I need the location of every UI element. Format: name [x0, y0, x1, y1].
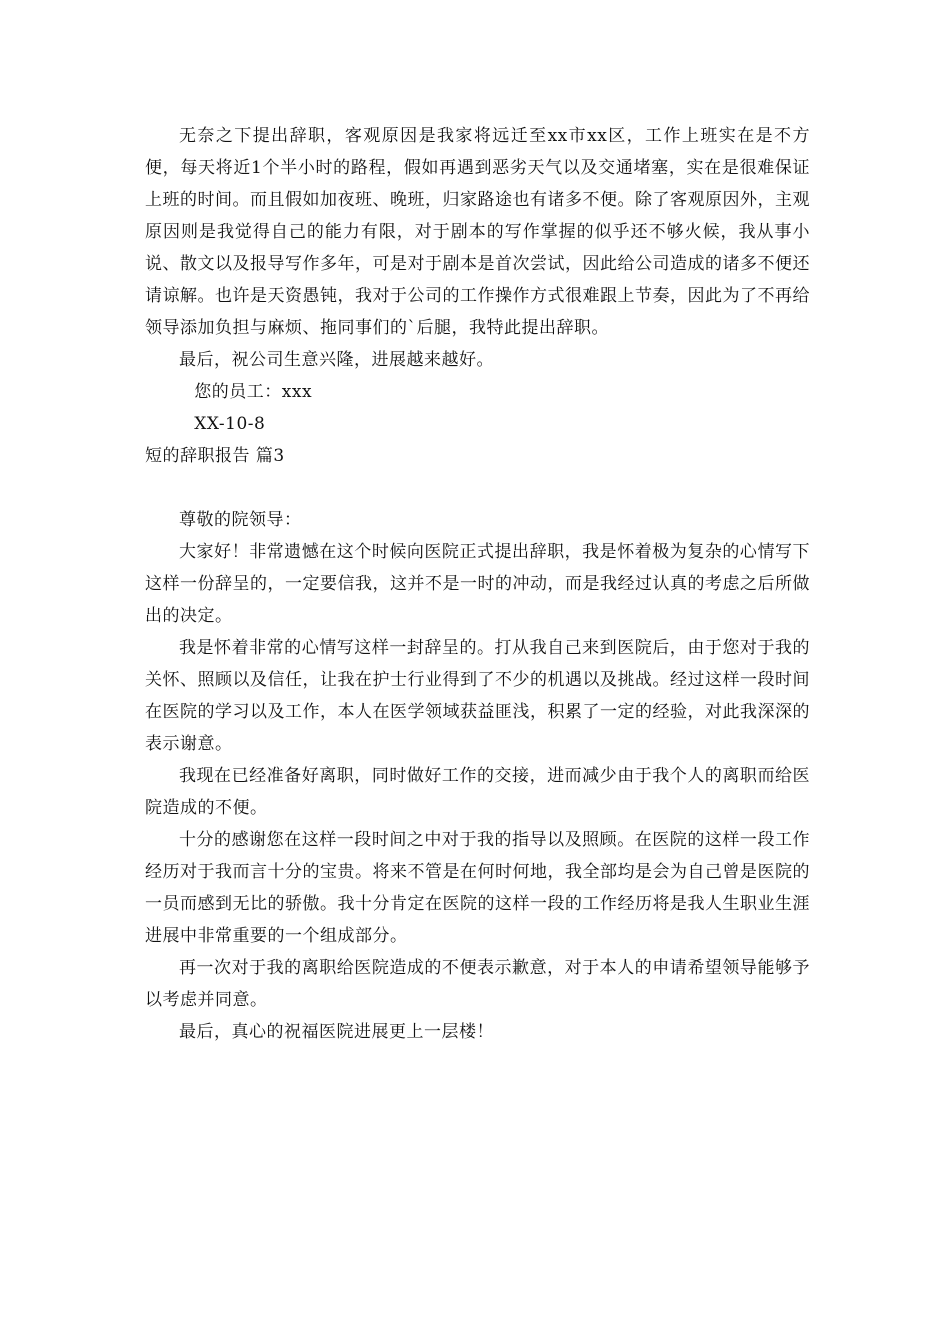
- paragraph-greeting: 大家好！非常遗憾在这个时候向医院正式提出辞职，我是怀着极为复杂的心情写下这样一份辞呈的，一定要信我，这并不是一时的冲动，而是我经过认真的考虑之后所做出的决定。: [145, 542, 810, 626]
- signature-line: 您的员工：xxx: [194, 382, 313, 402]
- paragraph-handover: 我现在已经准备好离职，同时做好工作的交接，进而减少由于我个人的离职而给医院造成的不便。: [145, 766, 810, 818]
- section-gap: [145, 472, 810, 496]
- paragraph-gratitude: 我是怀着非常的心情写这样一封辞呈的。打从我自己来到医院后，由于您对于我的关怀、照顾以及信任，让我在护士行业得到了不少的机遇以及挑战。经过这样一段时间在医院的学习以及工作，本人在医学领域获益匪浅，积累了一定的经验，对此我深深的表示谢意。: [145, 638, 810, 754]
- paragraph-apology: 再一次对于我的离职给医院造成的不便表示歉意，对于本人的申请希望领导能够予以考虑并同意。: [145, 958, 810, 1010]
- salutation-line: 尊敬的院领导：: [179, 510, 302, 530]
- section-heading: 短的辞职报告 篇3: [145, 446, 285, 466]
- paragraph-resignation-reasons: 无奈之下提出辞职，客观原因是我家将远迁至xx市xx区，工作上班实在是不方便，每天将近1个半小时的路程，假如再遇到恶劣天气以及交通堵塞，实在是很难保证上班的时间。而且假如加夜班、晚班，归家路途也有诸多不便。除了客观原因外，主观原因则是我觉得自己的能力有限，对于剧本的写作掌握的似乎还不够火候，我从事小说、散文以及报导写作多年，可是对于剧本是首次尝试，因此给公司造成的诸多不便还请谅解。也许是天资愚钝，我对于公司的工作操作方式很难跟上节奏，因此为了不再给领导添加负担与麻烦、拖同事们的`后腿，我特此提出辞职。: [145, 126, 810, 338]
- document-body: [145, 120, 810, 1048]
- paragraph-thanks: 十分的感谢您在这样一段时间之中对于我的指导以及照顾。在医院的这样一段工作经历对于我而言十分的宝贵。将来不管是在何时何地，我全部均是会为自己曾是医院的一员而感到无比的骄傲。我十分肯定在医院的这样一段的工作经历将是我人生职业生涯进展中非常重要的一个组成部分。: [145, 830, 810, 946]
- paragraph-final-blessing: 最后，真心的祝福医院进展更上一层楼！: [179, 1022, 494, 1042]
- date-line: XX-10-8: [194, 414, 266, 434]
- paragraph-closing-wishes: 最后，祝公司生意兴隆，进展越来越好。: [179, 350, 494, 370]
